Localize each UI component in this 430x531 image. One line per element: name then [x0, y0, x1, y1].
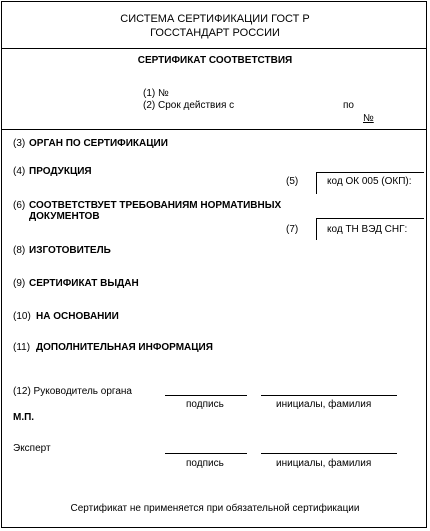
expert-signature-line: [165, 453, 247, 454]
section-11-label: ДОПОЛНИТЕЛЬНАЯ ИНФОРМАЦИЯ: [36, 342, 213, 353]
validity-label: (2) Срок действия с: [143, 100, 235, 111]
section-11-number: (11): [13, 342, 31, 353]
footer-note: Сертификат не применяется при обязательной сертификации: [70, 503, 360, 514]
head-signature-caption: подпись: [186, 399, 224, 410]
header-line-1: СИСТЕМА СЕРТИФИКАЦИИ ГОСТ Р: [120, 13, 310, 25]
section-10-number: (10): [13, 311, 31, 322]
section-9-number: (9): [13, 278, 26, 289]
section-3-number: (3): [13, 138, 26, 149]
certificate-number-label: (1) №: [143, 88, 169, 99]
section-6-number: (6): [13, 200, 26, 211]
section-5-label: код ОК 005 (ОКП):: [327, 176, 412, 187]
section-7-box-left: [316, 218, 317, 240]
certificate-frame: [1, 1, 427, 528]
expert-signature-caption: подпись: [186, 458, 224, 469]
top-section-divider: [2, 129, 426, 130]
section-8-number: (8): [13, 245, 26, 256]
section-7-number: (7): [286, 224, 299, 235]
section-7-label: код ТН ВЭД СНГ:: [327, 224, 408, 235]
expert-label: Эксперт: [13, 443, 51, 454]
section-5-number: (5): [286, 176, 299, 187]
section-3-label: ОРГАН ПО СЕРТИФИКАЦИИ: [29, 138, 168, 149]
head-signature-line: [165, 395, 247, 396]
header-divider: [2, 48, 426, 49]
section-4-label: ПРОДУКЦИЯ: [29, 166, 92, 177]
validity-number-sign: №: [363, 113, 374, 124]
section-4-number: (4): [13, 166, 26, 177]
section-6-label-line-2: ДОКУМЕНТОВ: [29, 211, 100, 222]
header-line-2: ГОССТАНДАРТ РОССИИ: [150, 27, 280, 39]
section-5-box-top: [316, 172, 424, 173]
certificate-title: СЕРТИФИКАТ СООТВЕТСТВИЯ: [137, 55, 293, 66]
head-name-line: [261, 395, 397, 396]
head-of-body-label: (12) Руководитель органа: [13, 386, 132, 397]
section-8-label: ИЗГОТОВИТЕЛЬ: [29, 245, 111, 256]
section-5-box-left: [316, 172, 317, 194]
section-9-label: СЕРТИФИКАТ ВЫДАН: [29, 278, 139, 289]
section-6-label-line-1: СООТВЕТСТВУЕТ ТРЕБОВАНИЯМ НОРМАТИВНЫХ: [29, 200, 282, 211]
validity-to-label: по: [343, 100, 354, 111]
section-7-box-top: [316, 218, 424, 219]
section-10-label: НА ОСНОВАНИИ: [36, 311, 119, 322]
expert-name-caption: инициалы, фамилия: [276, 458, 372, 469]
stamp-label: М.П.: [13, 412, 35, 423]
head-name-caption: инициалы, фамилия: [276, 399, 372, 410]
expert-name-line: [261, 453, 397, 454]
